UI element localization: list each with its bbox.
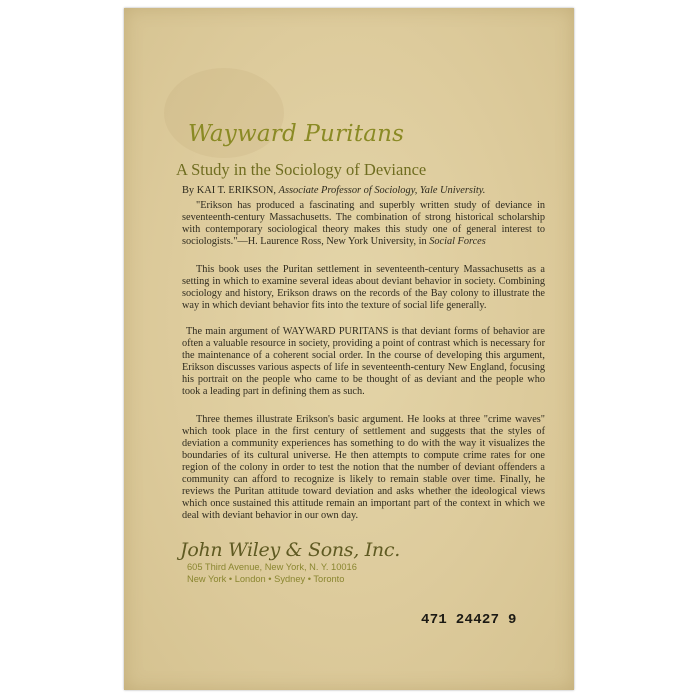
- publisher-cities: New York • London • Sydney • Toronto: [187, 574, 345, 584]
- review-text: "Erikson has produced a fascinating and superbly written study of deviance in seventeenth-century Massachusetts. The combination of strong historical scholarship with contemporary sociological theory makes this study one of general interest to sociologists."—H. Laurence Ross, New York University, in: [182, 200, 545, 247]
- author-byline: [182, 185, 552, 196]
- book-back-cover: [124, 8, 574, 690]
- book-subtitle: A Study in the Sociology of Deviance: [176, 160, 427, 179]
- review-quote: [182, 200, 545, 248]
- description-paragraph: This book uses the Puritan settlement in seventeenth-century Massachusetts as a setting in which to examine several ideas about deviant behavior in society. Combining sociology and history, Erikson draws on the records of the Bay colony to illustrate the way in which deviant behavior fits into the texture of social life generally.: [182, 264, 545, 311]
- book-title: Wayward Puritans: [188, 121, 405, 147]
- publisher-name: John Wiley & Sons, Inc.: [180, 539, 400, 561]
- isbn-number: 471 24427 9: [421, 612, 517, 628]
- author-name: By KAI T. ERIKSON,: [182, 185, 279, 196]
- description-paragraph: The main argument of WAYWARD PURITANS is that deviant forms of behavior are often a valuable resource in society, providing a point of contrast which is necessary for the maintenance of a coherent social order. In the course of developing this argument, Erikson discusses various aspects of life in seventeenth-century New England, focusing his portrait on the people who came to be thought of as deviant and the people who took a leading part in defining them as such.: [182, 326, 545, 397]
- review-source: Social Forces: [429, 236, 486, 247]
- publisher-address: 605 Third Avenue, New York, N. Y. 10016: [187, 562, 357, 572]
- author-affiliation: Associate Professor of Sociology, Yale University.: [278, 185, 486, 196]
- description-paragraph: Three themes illustrate Erikson's basic argument. He looks at three "crime waves" which took place in the first century of settlement and suggests that the styles of deviation a community experiences has something to do with the way it visualizes the boundaries of its cultural universe. He then attempts to compute crime rates for one region of the colony in order to test the notion that the number of deviant offenders a community can afford to recognize is likely to remain stable over time. Finally, he reviews the Puritan attitude toward deviation and asks whether the ideological views which once sustained this attitude remain an important part of the context in which we deal with deviant behavior in our own day.: [182, 414, 545, 521]
